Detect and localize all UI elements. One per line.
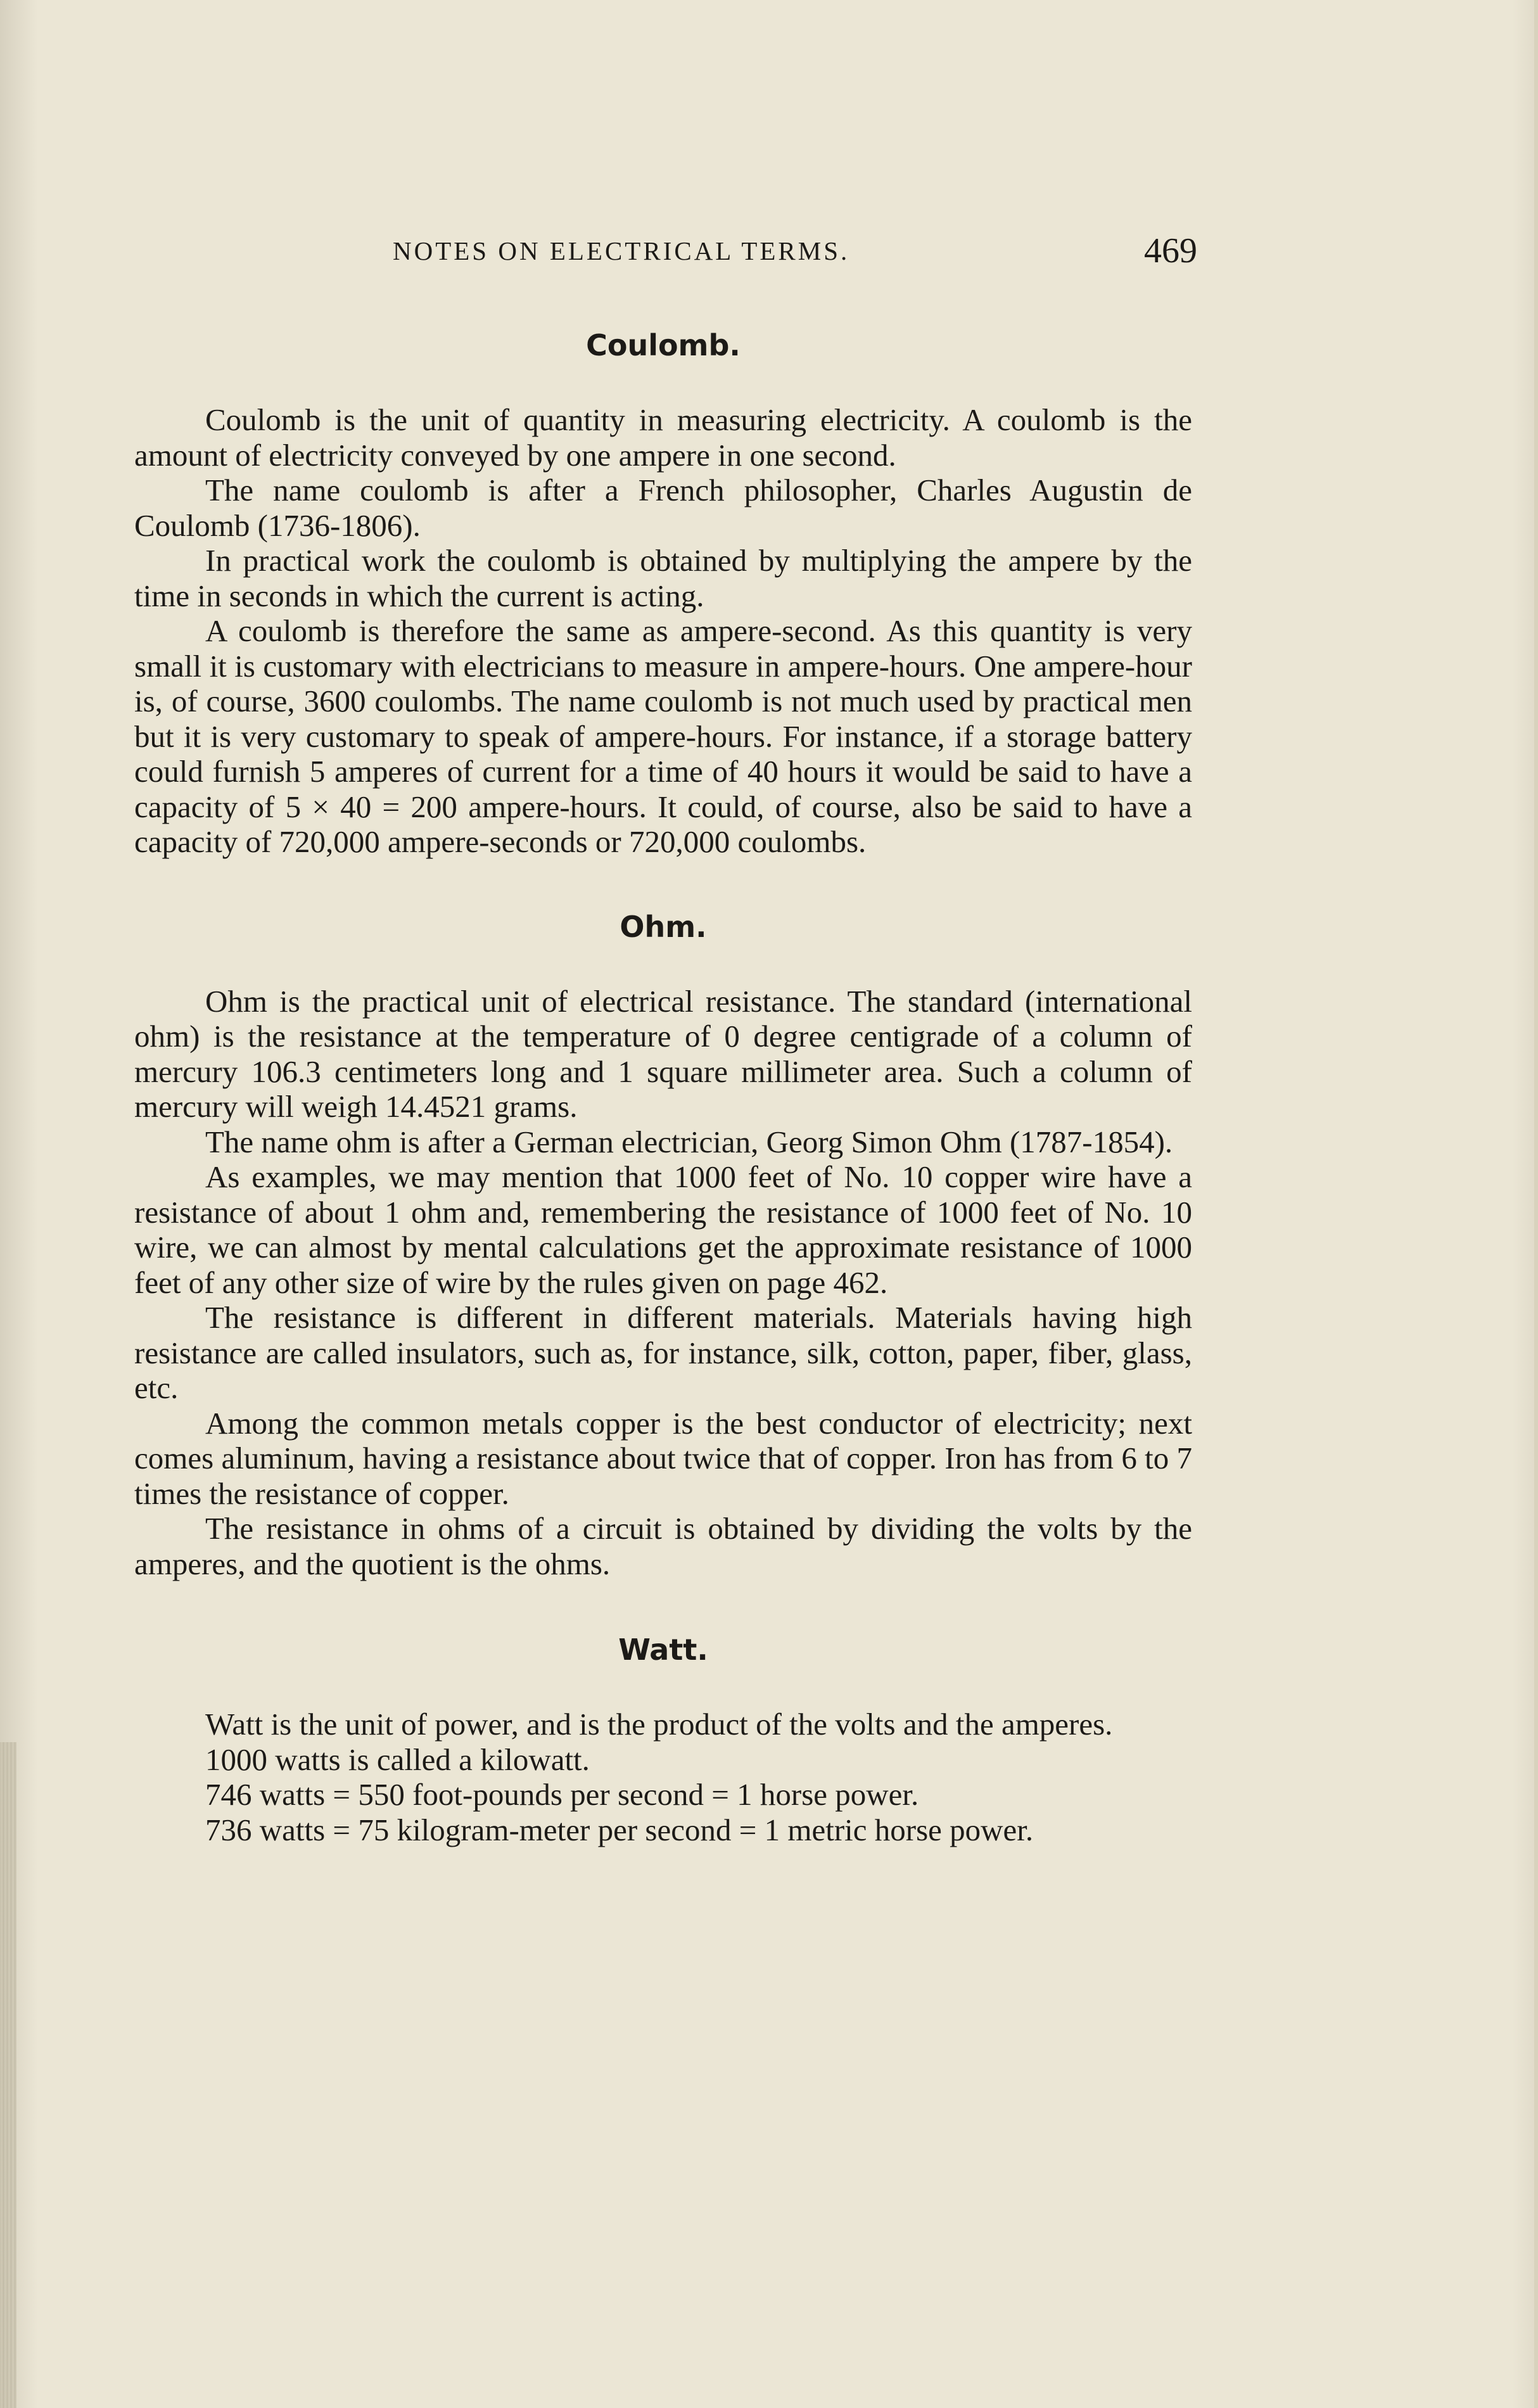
paragraph: Among the common metals copper is the best conductor of electricity; next comes aluminum, having a resistance about twice that of copper. Iron has from 6 to 7 times the resistance of copper. [134, 1405, 1192, 1511]
paragraph: 736 watts = 75 kilogram-meter per second = 1 metric horse power. [205, 1812, 1034, 1847]
paragraph: Watt is the unit of power, and is the product of the volts and the amperes. [205, 1707, 1113, 1742]
section-heading-ohm: Ohm. [620, 909, 707, 944]
running-title: NOTES ON ELECTRICAL TERMS. [393, 236, 850, 265]
section-heading-coulomb: Coulomb. [586, 328, 740, 362]
paragraph: As examples, we may mention that 1000 feet of No. 10 copper wire have a resistance of about 1 ohm and, remembering the resistance of 1000 feet of No. 10 wire, we can almost by mental calculations get the approximate resistance of 1000 feet of any other size of wire by the rules given on page 462. [134, 1159, 1192, 1300]
paragraph: Coulomb is the unit of quantity in measuring electricity. A coulomb is the amount of electricity conveyed by one ampere in one second. [134, 402, 1192, 473]
paragraph: The resistance in ohms of a circuit is obtained by dividing the volts by the amperes, and the quotient is the ohms. [134, 1511, 1192, 1581]
paragraph: The resistance is different in different materials. Materials having high resistance are called insulators, such as, for instance, silk, cotton, paper, fiber, glass, etc. [134, 1300, 1192, 1405]
page-right-edge [1534, 0, 1538, 2408]
paragraph: 746 watts = 550 foot-pounds per second = 1 horse power. [205, 1777, 919, 1812]
paragraph: Ohm is the practical unit of electrical resistance. The standard (international ohm) is the resistance at the temperature of 0 degree centigrade of a column of mercury 106.3 centimeters long and 1 square millimeter area. Such a column of mercury will weigh 14.4521 grams. [134, 983, 1192, 1124]
paragraph: A coulomb is therefore the same as ampere-second. As this quantity is very small it is customary with electricians to measure in ampere-hours. One ampere-hour is, of course, 3600 coulombs. The name coulomb is not much used by practical men but it is very customary to speak of ampere-hours. For instance, if a storage battery could furnish 5 amperes of current for a time of 40 hours it would be said to have a capacity of 5 × 40 = 200 ampere-hours. It could, of course, also be said to have a capacity of 720,000 ampere-seconds or 720,000 coulombs. [134, 613, 1192, 859]
paragraph: The name ohm is after a German electrician, Georg Simon Ohm (1787-1854). [205, 1124, 1173, 1159]
paragraph: 1000 watts is called a kilowatt. [205, 1742, 590, 1777]
paragraph: In practical work the coulomb is obtained by multiplying the ampere by the time in seconds in which the current is acting. [134, 543, 1192, 613]
section-ohm [134, 908, 1192, 1582]
section-watt [134, 1631, 1192, 1847]
text-block [134, 326, 1192, 1847]
section-heading-watt: Watt. [618, 1633, 708, 1667]
paragraph: The name coulomb is after a French philosopher, Charles Augustin de Coulomb (1736-1806). [134, 473, 1192, 543]
page-binding-edge [0, 1742, 16, 2408]
running-head [393, 231, 1197, 274]
page-number: 469 [1144, 231, 1197, 271]
section-coulomb [134, 326, 1192, 860]
